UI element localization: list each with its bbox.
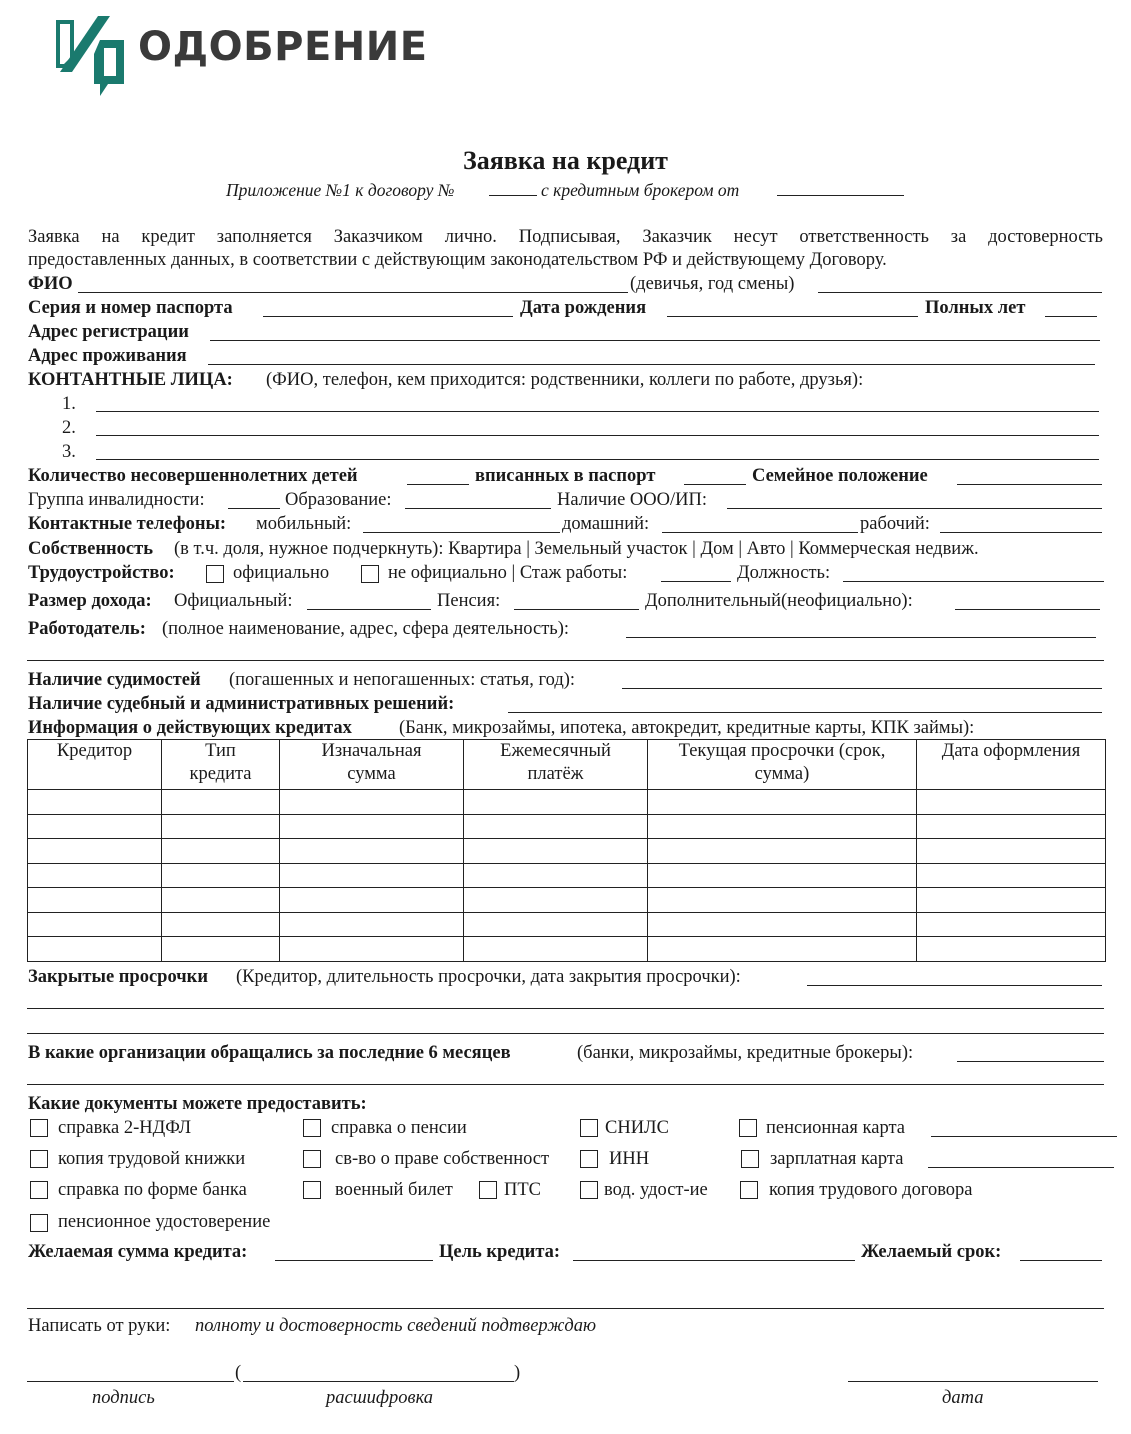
credits-table-row — [28, 839, 1106, 864]
in-passport-label: вписанных в паспорт — [475, 466, 656, 486]
loan-notes-line[interactable] — [27, 1308, 1104, 1309]
handwrite-text: полноту и достоверность сведений подтверждаю — [195, 1316, 597, 1336]
fio-field[interactable] — [78, 292, 628, 293]
full-years-field[interactable] — [1045, 316, 1097, 317]
orgs-field-line-2[interactable] — [27, 1084, 1104, 1085]
credits-table-cell[interactable] — [917, 912, 1106, 937]
phone-mobile-label: мобильный: — [256, 514, 352, 534]
employer-field-line-2[interactable] — [27, 660, 1104, 661]
employer-label: Работодатель: — [28, 619, 146, 639]
intro-line-2: предоставленных данных, в соответствии с действующим законодательством РФ и действующему Договору. — [28, 250, 887, 270]
doc-checkbox-pension-card[interactable] — [739, 1119, 757, 1137]
credits-table-row — [28, 790, 1106, 815]
credits-table-cell[interactable] — [280, 814, 464, 839]
page-title: Заявка на кредит — [463, 146, 668, 175]
doc-label-snils: СНИЛС — [605, 1118, 669, 1138]
credits-table-cell[interactable] — [28, 912, 162, 937]
children-field[interactable] — [407, 484, 469, 485]
credits-table-cell[interactable] — [917, 863, 1106, 888]
credits-table-cell[interactable] — [280, 863, 464, 888]
birth-date-field[interactable] — [667, 316, 918, 317]
convictions-field[interactable] — [622, 688, 1102, 689]
birth-date-label: Дата рождения — [520, 298, 647, 318]
fio-label: ФИО — [28, 274, 73, 294]
contact-number-1: 1. — [62, 394, 76, 414]
position-field[interactable] — [843, 581, 1104, 582]
passport-label: Серия и номер паспорта — [28, 298, 233, 318]
closed-note: (Кредитор, длительность просрочки, дата закрытия просрочки): — [236, 967, 741, 987]
property-label: Собственность — [28, 539, 154, 559]
education-field[interactable] — [405, 508, 551, 509]
reg-address-field[interactable] — [210, 340, 1100, 341]
credits-table-cell[interactable] — [28, 839, 162, 864]
signature-date-field[interactable] — [848, 1381, 1098, 1382]
credits-table-cell[interactable] — [464, 888, 648, 913]
contacts-label: КОНТАНТНЫЕ ЛИЦА: — [28, 370, 233, 390]
pension-card-field[interactable] — [931, 1136, 1117, 1137]
credits-table-cell[interactable] — [280, 888, 464, 913]
credits-table-cell[interactable] — [280, 937, 464, 962]
col-initial-amount: Изначальная сумма — [280, 740, 464, 790]
credits-table-cell[interactable] — [917, 790, 1106, 815]
credits-table-row — [28, 937, 1106, 962]
contact-field-3[interactable] — [96, 459, 1099, 460]
doc-label-workbook: копия трудовой книжки — [58, 1149, 246, 1169]
doc-checkbox-pension-id[interactable] — [30, 1214, 48, 1232]
contact-number-2: 2. — [62, 418, 76, 438]
credits-table-header — [28, 740, 1106, 790]
doc-checkbox-military-id[interactable] — [303, 1181, 321, 1199]
fio-change-field[interactable] — [818, 292, 1102, 293]
passport-field[interactable] — [263, 316, 513, 317]
doc-checkbox-employment-contract[interactable] — [740, 1181, 758, 1199]
credits-table-cell[interactable] — [28, 863, 162, 888]
credits-table-cell[interactable] — [917, 814, 1106, 839]
signature-field[interactable] — [27, 1381, 234, 1382]
credits-table-cell[interactable] — [648, 937, 917, 962]
doc-checkbox-salary-card[interactable] — [741, 1150, 759, 1168]
contact-number-3: 3. — [62, 442, 76, 462]
credits-table-cell[interactable] — [464, 937, 648, 962]
doc-checkbox-inn[interactable] — [580, 1150, 598, 1168]
loan-purpose-label: Цель кредита: — [439, 1242, 561, 1262]
orgs-field[interactable] — [957, 1061, 1104, 1062]
income-extra-field[interactable] — [955, 609, 1100, 610]
pension-label: Пенсия: — [437, 591, 501, 611]
credits-table-cell[interactable] — [280, 790, 464, 815]
contact-field-1[interactable] — [96, 411, 1099, 412]
doc-checkbox-pension-cert[interactable] — [303, 1119, 321, 1137]
credits-table-cell[interactable] — [162, 790, 280, 815]
disability-label: Группа инвалидности: — [28, 490, 205, 510]
subtitle-prefix: Приложение №1 к договору № — [226, 180, 455, 200]
emp-official-checkbox[interactable] — [206, 565, 224, 583]
credits-table-cell[interactable] — [28, 790, 162, 815]
credits-table-row — [28, 912, 1106, 937]
income-official-field[interactable] — [307, 609, 431, 610]
income-official-label: Официальный: — [174, 591, 293, 611]
phone-home-field[interactable] — [662, 532, 858, 533]
phone-mobile-field[interactable] — [363, 532, 560, 533]
full-years-label: Полных лет — [925, 298, 1026, 318]
credits-table-cell[interactable] — [648, 863, 917, 888]
credits-table-cell[interactable] — [162, 863, 280, 888]
credits-table-cell[interactable] — [917, 937, 1106, 962]
subtitle-mid: с кредитным брокером от — [541, 180, 740, 200]
doc-label-bank-form: справка по форме банка — [58, 1180, 247, 1200]
credits-table-row — [28, 814, 1106, 839]
doc-label-2ndfl: справка 2-НДФЛ — [58, 1118, 192, 1138]
doc-label-employment-contract: копия трудового договора — [769, 1180, 973, 1200]
in-passport-field[interactable] — [684, 484, 746, 485]
contact-field-2[interactable] — [96, 435, 1099, 436]
signature-close-paren: ) — [514, 1363, 521, 1383]
credits-table-cell[interactable] — [464, 790, 648, 815]
employer-note: (полное наименование, адрес, сфера деятельность): — [162, 619, 570, 639]
intro-line-1: Заявка на кредит заполняется Заказчиком лично. Подписывая, Заказчик несут ответственность за достоверность — [28, 227, 1103, 247]
doc-label-inn: ИНН — [609, 1149, 650, 1169]
credits-table-cell[interactable] — [464, 814, 648, 839]
pension-field[interactable] — [514, 609, 639, 610]
documents-label: Какие документы можете предоставить: — [28, 1094, 367, 1114]
credits-label: Информация о действующих кредитах — [28, 718, 352, 738]
doc-label-pension-id: пенсионное удостоверение — [58, 1212, 271, 1232]
doc-checkbox-drivers-license[interactable] — [580, 1181, 598, 1199]
doc-checkbox-bank-form[interactable] — [30, 1181, 48, 1199]
loan-amount-field[interactable] — [275, 1260, 433, 1261]
col-credit-type: Тип кредита — [162, 740, 280, 790]
credits-table-cell[interactable] — [162, 937, 280, 962]
credits-table-cell[interactable] — [648, 912, 917, 937]
phones-label: Контактные телефоны: — [28, 514, 227, 534]
work-experience-field[interactable] — [661, 581, 731, 582]
income-label: Размер дохода: — [28, 591, 152, 611]
live-address-label: Адрес проживания — [28, 346, 187, 366]
credits-table-cell[interactable] — [464, 839, 648, 864]
contacts-note: (ФИО, телефон, кем приходится: родственники, коллеги по работе, друзья): — [266, 370, 864, 390]
col-issue-date: Дата оформления — [917, 740, 1106, 790]
convictions-note: (погашенных и непогашенных: статья, год): — [229, 670, 576, 690]
orgs-note: (банки, микрозаймы, кредитные брокеры): — [577, 1043, 914, 1063]
contract-date-field[interactable] — [777, 195, 904, 196]
credits-table-cell[interactable] — [464, 863, 648, 888]
convictions-label: Наличие судимостей — [28, 670, 201, 690]
orgs-label: В какие организации обращались за последние 6 месяцев — [28, 1043, 511, 1063]
employer-field[interactable] — [626, 637, 1096, 638]
credits-table-cell[interactable] — [162, 912, 280, 937]
live-address-field[interactable] — [208, 364, 1095, 365]
decode-caption: расшифровка — [326, 1388, 434, 1408]
closed-field[interactable] — [807, 985, 1102, 986]
emp-unofficial-checkbox[interactable] — [361, 565, 379, 583]
doc-label-ownership: св-во о праве собственност — [335, 1149, 550, 1169]
credits-table-cell[interactable] — [917, 888, 1106, 913]
credits-table-cell[interactable] — [917, 839, 1106, 864]
credits-table-cell[interactable] — [28, 937, 162, 962]
col-current-overdue: Текущая просрочки (срок, сумма) — [648, 740, 917, 790]
credits-table-cell[interactable] — [28, 888, 162, 913]
handwrite-label: Написать от руки: — [28, 1316, 171, 1336]
credits-table-cell[interactable] — [162, 839, 280, 864]
doc-label-pension-card: пенсионная карта — [766, 1118, 905, 1138]
position-label: Должность: — [737, 563, 831, 583]
doc-checkbox-workbook[interactable] — [30, 1150, 48, 1168]
credits-table-cell[interactable] — [464, 912, 648, 937]
phone-home-label: домашний: — [562, 514, 650, 534]
doc-label-military-id: военный билет — [335, 1180, 453, 1200]
col-monthly-payment: Ежемесячный платёж — [464, 740, 648, 790]
marital-field[interactable] — [957, 484, 1102, 485]
doc-checkbox-snils[interactable] — [580, 1119, 598, 1137]
loan-purpose-field[interactable] — [573, 1260, 855, 1261]
credits-table-cell[interactable] — [280, 839, 464, 864]
ooo-ip-label: Наличие ООО/ИП: — [557, 490, 707, 510]
credits-table-cell[interactable] — [162, 814, 280, 839]
loan-term-field[interactable] — [1020, 1260, 1102, 1261]
doc-label-drivers-license: вод. удост-ие — [604, 1180, 708, 1200]
employment-label: Трудоустройство: — [28, 563, 175, 583]
credits-table-row — [28, 888, 1106, 913]
marital-label: Семейное положение — [752, 466, 928, 486]
signature-open-paren: ( — [235, 1363, 242, 1383]
doc-label-pts: ПТС — [504, 1180, 541, 1200]
closed-field-line-3[interactable] — [27, 1033, 1104, 1034]
salary-card-field[interactable] — [928, 1167, 1114, 1168]
education-label: Образование: — [285, 490, 392, 510]
doc-label-pension-cert: справка о пенсии — [331, 1118, 467, 1138]
property-options[interactable]: (в т.ч. доля, нужное подчеркнуть): Квартира | Земельный участок | Дом | Авто | Коммерческая недвиж. — [174, 539, 979, 559]
brand-name: ОДОБРЕНИЕ — [138, 24, 428, 70]
phone-work-label: рабочий: — [860, 514, 930, 534]
credits-table-row — [28, 863, 1106, 888]
court-field[interactable] — [508, 712, 1102, 713]
income-extra-label: Дополнительный(неофициально): — [645, 591, 913, 611]
doc-checkbox-pts[interactable] — [479, 1181, 497, 1199]
phone-work-field[interactable] — [940, 532, 1102, 533]
credits-table-cell[interactable] — [648, 814, 917, 839]
closed-label: Закрытые просрочки — [28, 967, 208, 987]
reg-address-label: Адрес регистрации — [28, 322, 189, 342]
loan-term-label: Желаемый срок: — [861, 1242, 1002, 1262]
children-label: Количество несовершеннолетних детей — [28, 466, 358, 486]
contract-number-field[interactable] — [489, 195, 537, 196]
emp-unofficial-label: не официально | Стаж работы: — [388, 563, 628, 583]
disability-field[interactable] — [228, 508, 280, 509]
ooo-ip-field[interactable] — [727, 508, 1102, 509]
odobrenie-logo-icon — [52, 10, 128, 98]
credits-table-cell[interactable] — [648, 790, 917, 815]
credits-table-cell[interactable] — [28, 814, 162, 839]
court-label: Наличие судебный и административных решений: — [28, 694, 455, 714]
fio-note: (девичья, год смены) — [630, 274, 795, 294]
date-caption: дата — [942, 1388, 984, 1408]
doc-label-salary-card: зарплатная карта — [770, 1149, 904, 1169]
emp-official-label: официально — [233, 563, 330, 583]
loan-amount-label: Желаемая сумма кредита: — [28, 1242, 248, 1262]
doc-checkbox-2ndfl[interactable] — [30, 1119, 48, 1137]
signature-caption: подпись — [92, 1388, 155, 1408]
credits-table-cell[interactable] — [280, 912, 464, 937]
credits-note: (Банк, микрозаймы, ипотека, автокредит, кредитные карты, КПК займы): — [399, 718, 975, 738]
credits-table-cell[interactable] — [648, 839, 917, 864]
credits-table-cell[interactable] — [162, 888, 280, 913]
col-creditor: Кредитор — [28, 740, 162, 790]
doc-checkbox-ownership[interactable] — [303, 1150, 321, 1168]
credits-table-cell[interactable] — [648, 888, 917, 913]
credits-table — [27, 739, 1106, 962]
signature-decode-field[interactable] — [243, 1381, 514, 1382]
closed-field-line-2[interactable] — [27, 1008, 1104, 1009]
